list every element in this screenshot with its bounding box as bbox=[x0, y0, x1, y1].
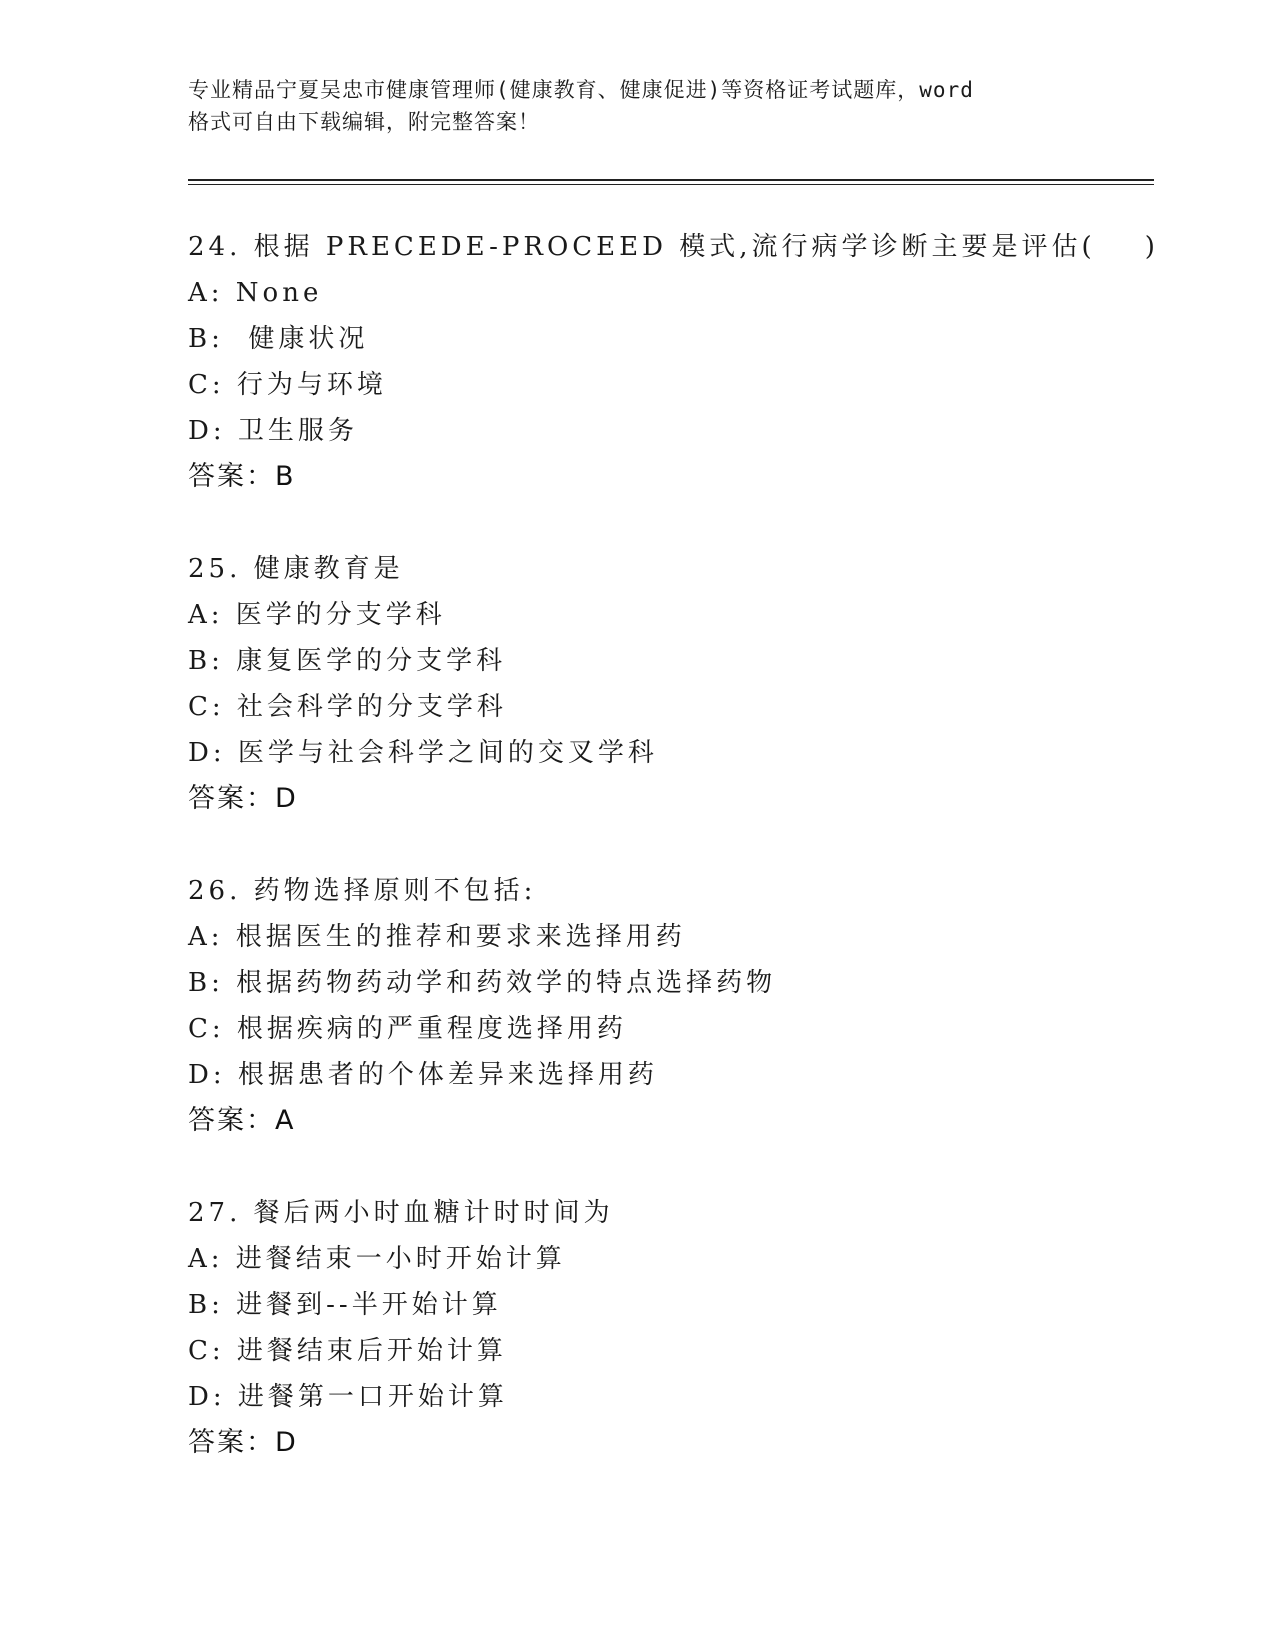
option-a: A: None bbox=[188, 278, 323, 308]
option-b: B: 康复医学的分支学科 bbox=[188, 646, 507, 676]
header-line-2: 格式可自由下载编辑，附完整答案！ bbox=[188, 110, 540, 134]
document-header bbox=[188, 74, 1088, 138]
option-c: C: 行为与环境 bbox=[188, 370, 387, 400]
answer-line bbox=[188, 1098, 1148, 1144]
option-b: B: 健康状况 bbox=[188, 324, 369, 354]
header-line-1: 专业精品宁夏吴忠市健康管理师(健康教育、健康促进)等资格证考试题库，word bbox=[188, 78, 974, 102]
question-stem: 27. 餐后两小时血糖计时时间为 bbox=[188, 1198, 614, 1228]
header-divider-thin bbox=[188, 184, 1154, 185]
header-divider-thick bbox=[188, 179, 1154, 181]
option-a: A: 进餐结束一小时开始计算 bbox=[188, 1244, 566, 1274]
answer-label: 答案： bbox=[188, 461, 275, 492]
answer-value: D bbox=[275, 783, 298, 814]
question-stem: 26. 药物选择原则不包括: bbox=[188, 876, 537, 906]
option-b: B: 根据药物药动学和药效学的特点选择药物 bbox=[188, 968, 777, 998]
answer-value: D bbox=[275, 1427, 298, 1458]
question-stem: 25. 健康教育是 bbox=[188, 554, 404, 584]
answer-line bbox=[188, 454, 1148, 500]
option-c: C: 根据疾病的严重程度选择用药 bbox=[188, 1014, 627, 1044]
question-stem: 24. 根据 PRECEDE-PROCEED 模式,流行病学诊断主要是评估( ) bbox=[188, 232, 1159, 262]
option-d: D: 医学与社会科学之间的交叉学科 bbox=[188, 738, 658, 768]
answer-label: 答案： bbox=[188, 1105, 275, 1136]
question-block bbox=[188, 546, 1148, 822]
question-block bbox=[188, 868, 1148, 1144]
option-a: A: 根据医生的推荐和要求来选择用药 bbox=[188, 922, 686, 952]
answer-value: A bbox=[275, 1105, 296, 1136]
option-c: C: 社会科学的分支学科 bbox=[188, 692, 507, 722]
answer-line bbox=[188, 1420, 1148, 1466]
answer-value: B bbox=[275, 461, 296, 492]
answer-line bbox=[188, 776, 1148, 822]
option-a: A: 医学的分支学科 bbox=[188, 600, 446, 630]
answer-label: 答案： bbox=[188, 783, 275, 814]
question-block bbox=[188, 1190, 1148, 1466]
option-d: D: 进餐第一口开始计算 bbox=[188, 1382, 508, 1412]
option-c: C: 进餐结束后开始计算 bbox=[188, 1336, 507, 1366]
option-d: D: 卫生服务 bbox=[188, 416, 358, 446]
option-d: D: 根据患者的个体差异来选择用药 bbox=[188, 1060, 658, 1090]
option-b: B: 进餐到--半开始计算 bbox=[188, 1290, 502, 1320]
question-block bbox=[188, 224, 1159, 500]
answer-label: 答案： bbox=[188, 1427, 275, 1458]
